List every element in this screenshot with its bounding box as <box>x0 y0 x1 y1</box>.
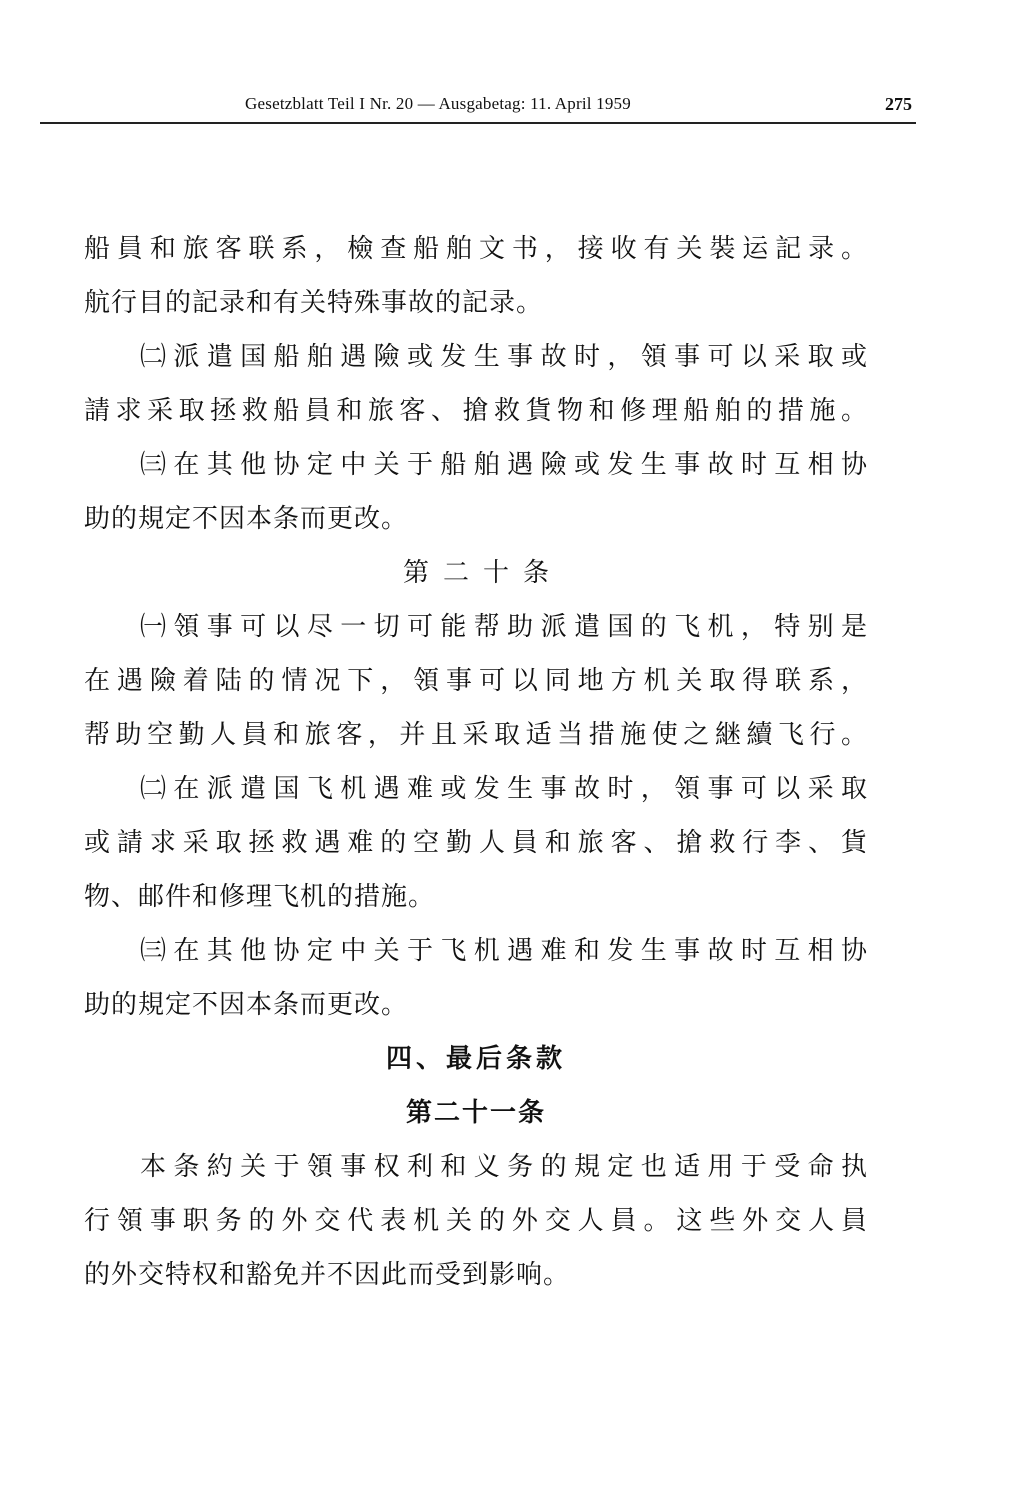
text-line: ㈠領事可以尽一切可能帮助派遣国的飞机，特别是 <box>140 612 868 642</box>
running-head: Gesetzblatt Teil I Nr. 20 — Ausgabetag: 11. April 1959 <box>245 94 631 113</box>
section-heading: 四、最后条款 <box>385 1044 566 1074</box>
page-header <box>40 88 916 124</box>
text-line: 行領事职务的外交代表机关的外交人員。这些外交人員 <box>84 1206 868 1236</box>
text-line: 或請求采取拯救遇难的空勤人員和旅客、搶救行李、貨 <box>84 828 868 858</box>
text-line: 在遇險着陆的情况下，領事可以同地方机关取得联系， <box>84 666 868 696</box>
text-line: 物、邮件和修理飞机的措施。 <box>84 882 436 912</box>
text-line: 航行目的記录和有关特殊事故的記录。 <box>84 288 544 318</box>
text-line: 的外交特权和豁免并不因此而受到影响。 <box>84 1260 571 1290</box>
text-line: 船員和旅客联系，檢查船舶文书，接收有关裝运記录。 <box>84 234 868 264</box>
text-line: 請求采取拯救船員和旅客、搶救貨物和修理船舶的措施。 <box>84 396 868 426</box>
text-line: ㈡派遣国船舶遇險或发生事故时，領事可以采取或 <box>140 342 868 372</box>
page-number: 275 <box>885 94 912 114</box>
body-text <box>84 236 868 1316</box>
article-21-heading: 第二十一条 <box>405 1098 546 1128</box>
article-20-heading: 第二十条 <box>402 558 563 588</box>
text-line: ㈡在派遣国飞机遇难或发生事故时，領事可以采取 <box>140 774 868 804</box>
text-line: ㈢在其他协定中关于飞机遇难和发生事故时互相协 <box>140 936 868 966</box>
text-line: ㈢在其他协定中关于船舶遇險或发生事故时互相协 <box>140 450 868 480</box>
text-line: 帮助空勤人員和旅客，并且采取适当措施使之継續飞行。 <box>84 720 868 750</box>
text-line: 本条約关于領事权利和义务的規定也适用于受命执 <box>140 1152 868 1182</box>
text-line: 助的規定不因本条而更改。 <box>84 504 409 534</box>
text-line: 助的規定不因本条而更改。 <box>84 990 409 1020</box>
